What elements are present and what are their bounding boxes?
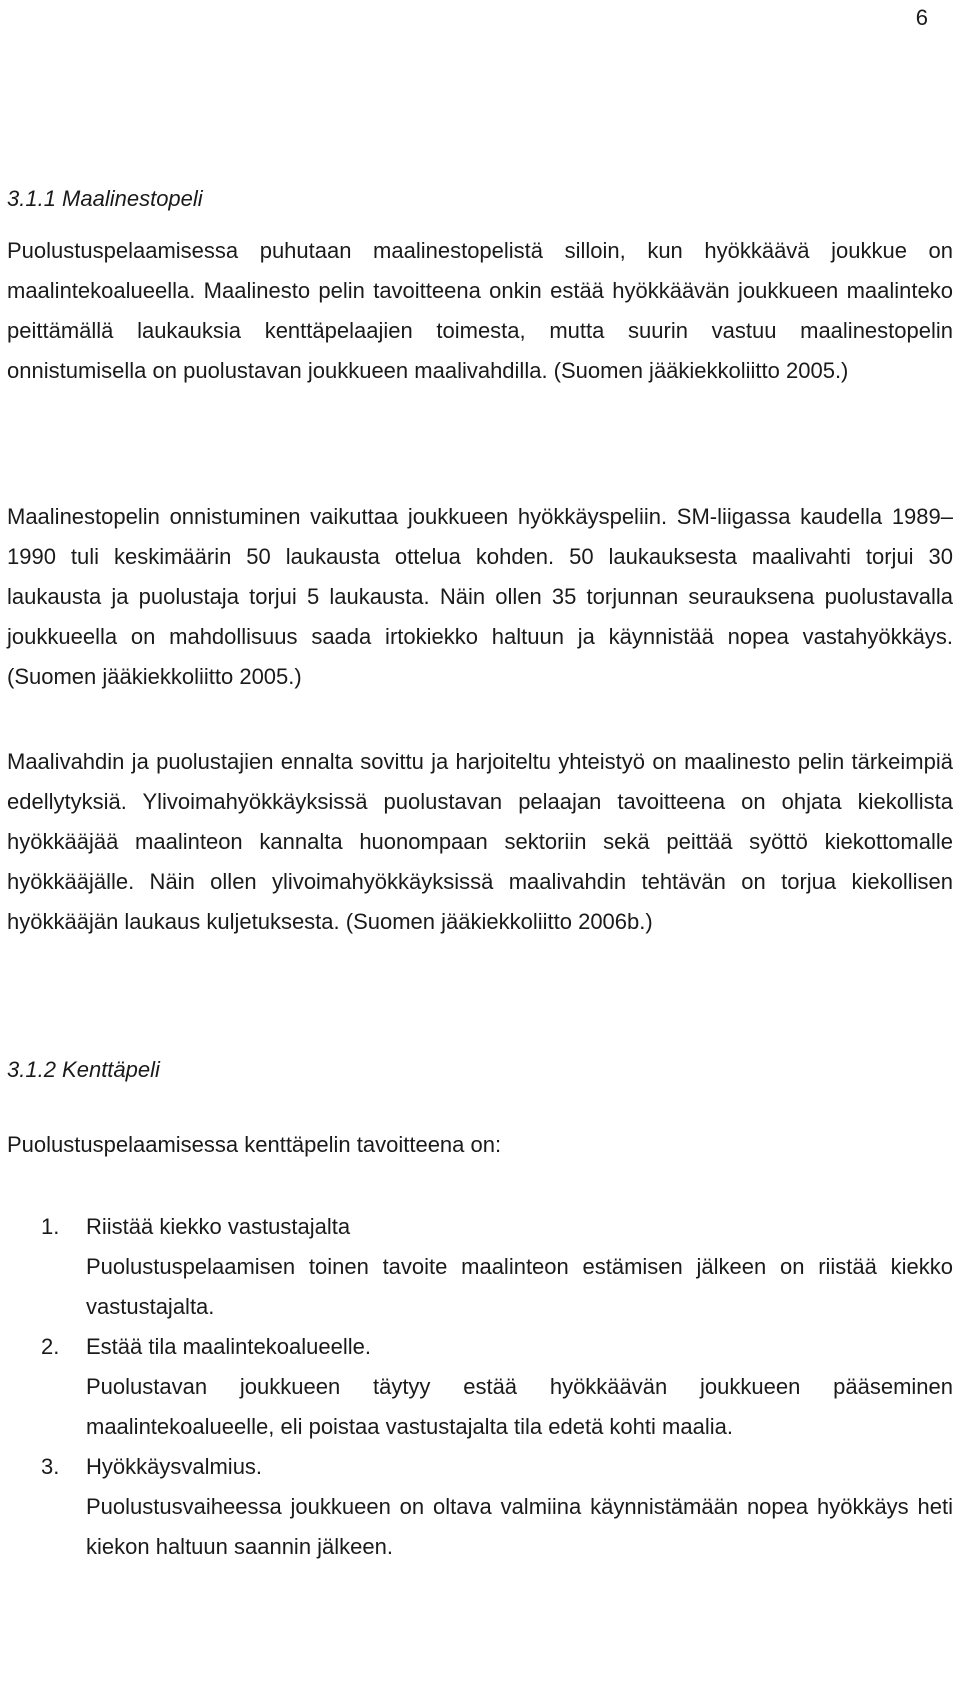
- list-item-description: Puolustusvaiheessa joukkueen on oltava valmiina käynnistämään nopea hyökkäys heti kiekon haltuun saannin jälkeen.: [86, 1494, 953, 1559]
- list-item-title: Hyökkäysvalmius.: [86, 1454, 263, 1479]
- list-item-number: 2.: [41, 1334, 60, 1359]
- objectives-list: [7, 1207, 953, 1567]
- paragraph-maalinestopeli-statistics: Maalinestopelin onnistuminen vaikuttaa joukkueen hyökkäyspeliin. SM-liigassa kaudella 1989–1990 tuli keskimäärin 50 laukausta ottelua kohden. 50 laukauksesta maalivahti torjui 30 laukausta ja puolustaja torjui 5 laukausta. Näin ollen 35 torjunnan seurauksena puolustavalla joukkueella on mahdollisuus saada irtokiekko haltuun ja käynnistää nopea vastahyökkäys. (Suomen jääkiekkoliitto 2005.): [7, 504, 953, 689]
- paragraph-maalinestopeli-intro: Puolustuspelaamisessa puhutaan maalinestopelistä silloin, kun hyökkäävä joukkue on maalintekoalueella. Maalinesto pelin tavoitteena onkin estää hyökkäävän joukkueen maalinteko peittämällä laukauksia kenttäpelaajien toimesta, mutta suurin vastuu maalinestopelin onnistumisella on puolustavan joukkueen maalivahdilla. (Suomen jääkiekkoliitto 2005.): [7, 238, 953, 383]
- section-heading-maalinestopeli: 3.1.1 Maalinestopeli: [7, 186, 203, 211]
- paragraph-kenttapeli-intro: Puolustuspelaamisessa kenttäpelin tavoitteena on:: [7, 1132, 502, 1157]
- list-item-title: Estää tila maalintekoalueelle.: [86, 1334, 371, 1359]
- list-item-number: 1.: [41, 1214, 60, 1239]
- list-item-description: Puolustavan joukkueen täytyy estää hyökkäävän joukkueen pääseminen maalintekoalueelle, eli poistaa vastustajalta tila edetä kohti maalia.: [86, 1374, 953, 1439]
- list-item-number: 3.: [41, 1454, 60, 1479]
- list-item-title: Riistää kiekko vastustajalta: [86, 1214, 351, 1239]
- page-number: 6: [915, 5, 928, 30]
- list-item: [7, 1327, 953, 1447]
- list-item: [7, 1207, 953, 1327]
- list-item-description: Puolustuspelaamisen toinen tavoite maalinteon estämisen jälkeen on riistää kiekko vastustajalta.: [86, 1254, 953, 1319]
- list-item: [7, 1447, 953, 1567]
- section-heading-kenttapeli: 3.1.2 Kenttäpeli: [7, 1057, 160, 1082]
- paragraph-maalinestopeli-cooperation: Maalivahdin ja puolustajien ennalta sovittu ja harjoiteltu yhteistyö on maalinesto pelin tärkeimpiä edellytyksiä. Ylivoimahyökkäyksissä puolustavan pelaajan tavoitteena on ohjata kiekollista hyökkääjää maalinteon kannalta huonompaan sektoriin sekä peittää syöttö kiekottomalle hyökkääjälle. Näin ollen ylivoimahyökkäyksissä maalivahdin tehtävän on torjua kiekollisen hyökkääjän laukaus kuljetuksesta. (Suomen jääkiekkoliitto 2006b.): [7, 749, 953, 934]
